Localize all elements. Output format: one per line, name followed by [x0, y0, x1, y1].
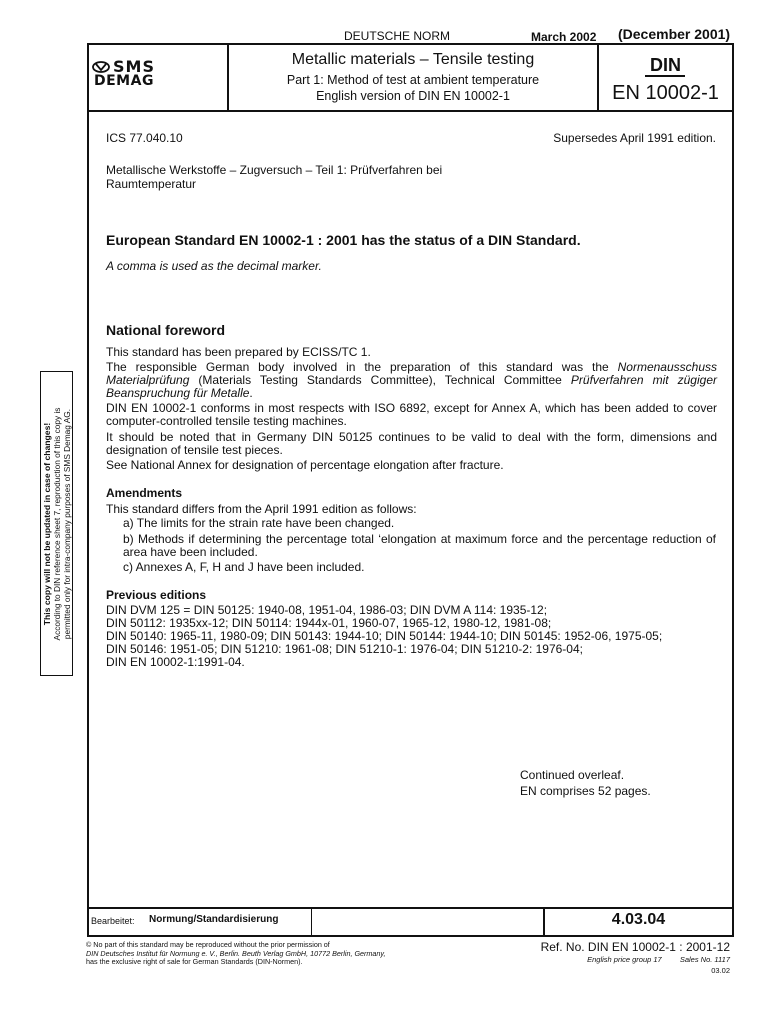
stamp-line: This copy will not be updated in case of changes! — [42, 422, 52, 626]
previous-editions-line: DIN DVM 125 = DIN 50125: 1940-08, 1951-04, 1986-03; DIN DVM A 114: 1935-12; — [106, 603, 548, 617]
previous-editions-line: DIN 50146: 1951-05; DIN 51210: 1961-08; DIN 51210-1: 1976-04; DIN 51210-2: 1976-04; — [106, 642, 583, 656]
copy-stamp — [40, 371, 73, 676]
issue-date: March 2002 — [531, 30, 597, 44]
bearbeitet-value: Normung/Standardisierung — [149, 914, 279, 925]
text-run: The responsible German body involved in the preparation of this standard was the — [106, 360, 618, 374]
english-version-note: English version of DIN EN 10002-1 — [316, 89, 510, 103]
technical-committee-name: Prüfverfahren mit zügiger Beanspruchung für Metalle — [106, 373, 717, 400]
supersedes-note: Supersedes April 1991 edition. — [553, 131, 716, 145]
previous-editions-line: DIN EN 10002-1:1991-04. — [106, 655, 245, 669]
price-row — [480, 955, 730, 964]
stamp-line: According to DIN reference sheet 7, reproduction of this copy is — [52, 407, 62, 641]
page-count-note: EN comprises 52 pages. — [520, 784, 651, 798]
logo-demag-text: DEMAG — [94, 73, 154, 89]
amendment-item: c) Annexes A, F, H and J have been included. — [123, 560, 365, 574]
foreword-paragraph: See National Annex for designation of percentage elongation after fracture. — [106, 458, 504, 472]
text-run: (Materials Testing Standards Committee), Technical Committee — [189, 373, 571, 387]
previous-editions-line: DIN 50140: 1965-11, 1980-09; DIN 50143: 1944-10; DIN 50144: 1944-10; DIN 50145: 1952-06, 1975-05; — [106, 629, 663, 643]
amendment-item: b) Methods if determining the percentage total ‘elongation at maximum force and the percentage reduction of area have been included. — [123, 532, 716, 559]
previous-editions-line: DIN 50112: 1935xx-12; DIN 50114: 1944x-01, 1960-07, 1965-12, 1980-12, 1981-08; — [106, 616, 552, 630]
sales-number: Sales No. 1117 — [679, 955, 730, 964]
copyright-line: DIN Deutsches Institut für Normung e. V., Berlin. Beuth Verlag GmbH, 10772 Berlin, Germany, — [86, 948, 386, 958]
header-divider-left — [227, 43, 229, 112]
sub-code: 03.02 — [711, 966, 730, 975]
foreword-paragraph: It should be noted that in Germany DIN 50125 continues to be valid to deal with the form, dimensions and designation of tensile test pieces. — [106, 430, 717, 457]
copyright-line: © No part of this standard may be reproduced without the prior permission of — [86, 940, 330, 949]
standard-type: DEUTSCHE NORM — [344, 29, 451, 43]
german-title: Metallische Werkstoffe – Zugversuch – Teil 1: Prüfverfahren bei Raumtemperatur — [106, 163, 443, 191]
original-date: (December 2001) — [618, 26, 731, 42]
foreword-paragraph-committee — [106, 361, 717, 400]
decimal-marker-note: A comma is used as the decimal marker. — [106, 259, 322, 273]
din-mark: DIN — [650, 55, 681, 75]
copyright-notice — [86, 941, 476, 967]
sms-demag-logo — [92, 57, 222, 89]
stamp-text — [42, 374, 72, 674]
amendment-item: a) The limits for the strain rate have been changed. — [123, 516, 395, 530]
copyright-line: has the exclusive right of sale for German Standards (DIN-Normen). — [86, 957, 303, 966]
document-part: Part 1: Method of test at ambient temperature — [286, 73, 540, 87]
reference-number: Ref. No. DIN EN 10002-1 : 2001-12 — [540, 940, 730, 954]
price-group: English price group 17 — [587, 955, 662, 964]
previous-editions-heading: Previous editions — [106, 588, 207, 602]
foreword-paragraph: This standard has been prepared by ECISS/TC 1. — [106, 345, 371, 359]
din-underline — [645, 75, 685, 77]
ics-code: ICS 77.040.10 — [106, 131, 183, 145]
status-statement: European Standard EN 10002-1 : 2001 has the status of a DIN Standard. — [106, 232, 581, 248]
standard-number: EN 10002-1 — [612, 82, 719, 104]
bearbeitet-label: Bearbeitet: — [91, 916, 135, 926]
document-title: Metallic materials – Tensile testing — [291, 51, 535, 68]
text-run: . — [249, 386, 253, 400]
stamp-line: permitted only for intra-company purposes of SMS Demag AG. — [62, 408, 72, 640]
foreword-paragraph: DIN EN 10002-1 conforms in most respects with ISO 6892, except for Annex A, which has been added to cover computer-controlled tensile testing machines. — [106, 401, 717, 428]
amendments-intro: This standard differs from the April 1991 edition as follows: — [106, 502, 417, 516]
committee-name: Normenausschuss Materialprüfung — [106, 360, 717, 387]
continued-note: Continued overleaf. — [520, 768, 625, 782]
sms-emblem-icon — [92, 61, 110, 73]
foreword-heading: National foreword — [106, 322, 226, 338]
amendments-heading: Amendments — [106, 486, 183, 500]
document-code: 4.03.04 — [611, 911, 666, 928]
logo-sms-text: SMS — [113, 57, 155, 76]
